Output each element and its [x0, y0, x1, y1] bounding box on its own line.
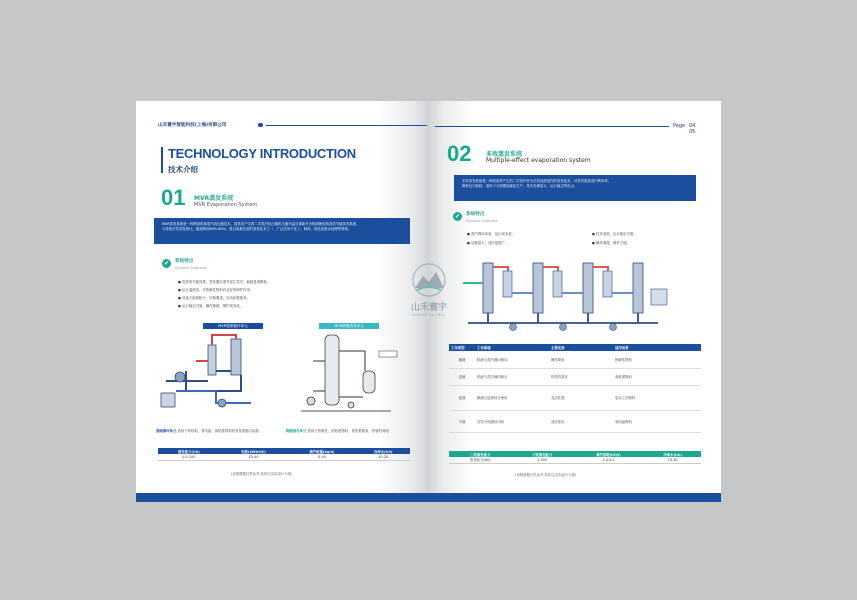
feature-item: ● 运行温度低，对热敏性物料有良好的保护作用；: [178, 288, 254, 292]
section-title-cn: MVR蒸发系统: [194, 195, 234, 202]
table-cell: 高粘度物料: [615, 375, 632, 379]
table-row: [449, 368, 701, 385]
evap-spec-table: [449, 451, 701, 464]
right-bottom-bar: [427, 493, 721, 502]
page-title-cn: 技术介绍: [168, 165, 198, 174]
table-cell: 顺流与逆流结合使用: [477, 396, 508, 400]
section-title-en: MVR Evaporation System: [194, 202, 258, 208]
intro-line: 与传统多效蒸发相比，能耗降低60%-80%，是目前最先进的蒸发技术之一，广泛应用于化工、制药、食品及废水处理等领域。: [162, 227, 352, 232]
feature-item: ● 处理量大，适应范围广；: [467, 241, 509, 245]
table-cell: 灵活性强: [551, 396, 565, 400]
table-header-cell: 电耗(kWh/t水): [241, 449, 266, 454]
feature-item: ● 技术成熟，运行稳定可靠；: [592, 232, 637, 236]
table-header-cell: 三效蒸发能力: [531, 452, 553, 457]
table-cell: 15-30: [667, 457, 678, 462]
table-cell: 0.5-100: [182, 454, 196, 459]
watermark-brand-cn: 山禾寰宇: [410, 303, 447, 313]
table-cell: 热敏性物料: [615, 357, 632, 362]
left-bottom-bar: [136, 493, 430, 502]
features-title-cn: 系统特点: [175, 259, 194, 264]
caption2-bold: 降膜蒸发单元: [286, 429, 307, 433]
section-number: 02: [447, 141, 472, 166]
section-number: 01: [161, 185, 186, 210]
caption1: [156, 429, 281, 434]
table-cell: 料液与蒸汽流向相反: [477, 375, 508, 379]
mountain-logo-icon: [409, 262, 449, 298]
caption1-text: 适用于易结垢、易结晶、高粘度物料的蒸发浓缩与结晶: [177, 429, 259, 433]
intro-band: [154, 218, 410, 244]
table-cell: 复杂工况物料: [615, 396, 636, 400]
table-header-cell: 冷却水(t/h): [373, 449, 393, 454]
table-cell: 适应性好: [551, 419, 565, 424]
page-label: Page: [673, 123, 686, 129]
mvr-falling-film-diagram: [291, 331, 406, 421]
diagram1-label: MVR强制循环单元: [203, 323, 263, 329]
left-footnote: (表格数据仅供参考,具体以实际设计为准): [231, 472, 293, 476]
table-header-cell: 冷却水(t/h): [663, 452, 682, 457]
table-cell: 10-20: [378, 454, 389, 459]
features-title-en: System Features: [175, 265, 207, 270]
table-header-cell: 二效蒸发能力: [470, 452, 491, 457]
table-cell: 15-40: [248, 454, 259, 459]
table-header-cell: 工作类型: [451, 346, 465, 350]
table-row: [449, 457, 701, 463]
intro-line: 多效蒸发系统是一种将前效产生的二次蒸汽作为后效加热蒸汽的蒸发技术，可有效提高蒸汽利用率，: [462, 179, 612, 183]
table-cell: 顺流: [458, 357, 466, 362]
table-cell: 传热效果好: [551, 375, 568, 379]
table-cell: 1-300: [537, 457, 547, 462]
table-cell: 操作简单: [551, 357, 565, 362]
table-row: [449, 410, 701, 432]
right-header-rule: [435, 126, 669, 127]
table-header-cell: 蒸汽消耗(t/t水): [596, 452, 621, 457]
process-table: [449, 344, 701, 433]
feature-item: ● 设备占地面积小，结构紧凑，自动化程度高；: [178, 296, 250, 300]
watermark: [398, 262, 460, 317]
features-title-en: System Features: [466, 218, 498, 223]
table-cell: 0-50: [318, 454, 326, 459]
table-cell: 各效分别进料出料: [477, 419, 505, 424]
table-header-cell: 蒸汽耗量(kg/h): [309, 449, 335, 454]
table-cell: 平流: [458, 419, 466, 424]
table-cell: 易结晶物料: [615, 419, 632, 424]
caption2-text: 适用于热敏性、低粘度物料，传热系数高，停留时间短: [307, 429, 389, 433]
table-cell: 混流: [458, 396, 466, 400]
table-header-cell: 蒸发能力(t/h): [177, 449, 200, 454]
table-cell: 0.3-0.5: [602, 457, 615, 462]
page-title-en: TECHNOLOGY INTRODUCTION: [168, 146, 356, 161]
features-title-cn: 系统特点: [466, 212, 485, 217]
table-header-cell: 主要优势: [551, 346, 565, 350]
intro-band: [454, 175, 696, 201]
table-cell: 逆流: [458, 375, 466, 379]
right-page: [427, 101, 721, 502]
table-row: [449, 351, 701, 368]
table-cell: 料液与蒸汽流向相同: [477, 357, 508, 362]
feature-item: ● 运行稳定可靠，操作简便，维护成本低。: [178, 304, 244, 308]
thumbs-up-icon: ✔: [163, 260, 170, 267]
intro-line: 降低运行能耗，适用于大规模连续化生产，具有处理量大、运行稳定等优点。: [462, 184, 578, 189]
table-row: [158, 454, 410, 460]
right-footnote: (表格数据仅供参考,具体以实际设计为准): [515, 473, 577, 477]
title-accent-bar: [161, 147, 163, 173]
feature-item: ● 操作简便，维护方便。: [592, 241, 630, 245]
feature-item: ● 优异的节能效果，蒸发器无需外加生蒸汽，能耗显著降低；: [178, 280, 271, 284]
spec-table: [158, 448, 410, 461]
page-numbers: 04 05: [689, 123, 696, 135]
header-rule: [266, 125, 430, 126]
table-cell: 蒸发能力(t/h): [469, 458, 491, 463]
caption1-bold: 强制循环单元: [156, 429, 177, 433]
caption2: [286, 429, 411, 434]
header-dot: [258, 123, 263, 127]
section-title-cn: 多效蒸发系统: [486, 151, 523, 158]
multi-effect-evaporation-diagram: [463, 253, 673, 339]
table-row: [449, 385, 701, 410]
feature-item: ● 蒸汽利用率高，运行成本低；: [467, 232, 516, 236]
process-table-header: [449, 344, 701, 351]
intro-line: MVR蒸发系统是一种利用机械蒸汽再压缩技术，将蒸发产生的二次蒸汽经压缩机压缩升温后重新作为热源使用的高效节能蒸发系统，: [162, 222, 360, 226]
left-page: [136, 101, 430, 502]
diagram2-label: MVR降膜蒸发单元: [319, 323, 379, 329]
table-header-cell: 工作原理: [477, 346, 491, 350]
mvr-forced-circulation-diagram: [156, 331, 266, 421]
table-header-cell: 适用场景: [615, 346, 629, 350]
company-name: 山禾寰宇智能科技(上海)有限公司: [158, 123, 227, 128]
thumbs-up-icon: ✔: [454, 213, 461, 220]
section-title-en: Multiple-effect evaporation system: [486, 157, 591, 164]
watermark-brand-en: SANHE GLOBAL: [411, 313, 447, 317]
